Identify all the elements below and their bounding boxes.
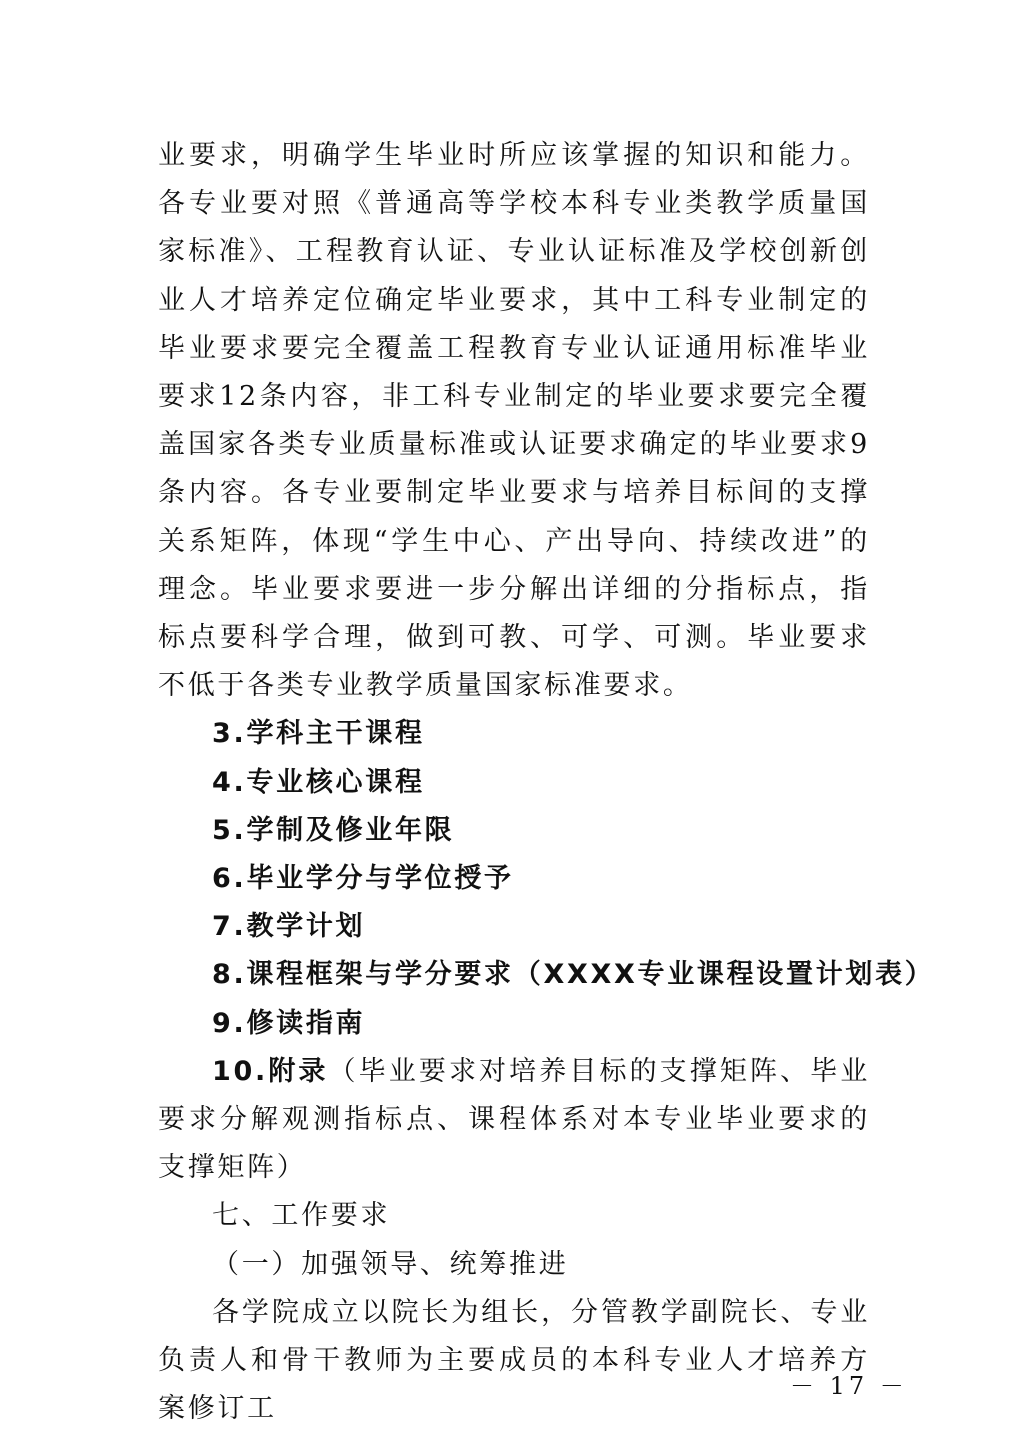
item-study-duration: 5.学制及修业年限	[212, 814, 455, 846]
section-heading: 七、工作要求	[212, 1200, 391, 1232]
item-core-courses: 4.专业核心课程	[212, 766, 425, 798]
appendix-label: 10.附录	[212, 1055, 329, 1087]
item-credits-degree: 6.毕业学分与学位授予	[212, 863, 514, 895]
page-number: － 17 －	[790, 1372, 908, 1400]
continuation-paragraph: 业要求，明确学生毕业时所应该掌握的知识和能力。各专业要对照《普通高等学校本科专业类教学质量国家标准》、工程教育认证、专业认证标准及学校创新创业人才培养定位确定毕业要求，其中工科专业制定的毕业要求要完全覆盖工程教育专业认证通用标准毕业要求12条内容，非工科专业制定的毕业要求要完全覆盖国家各类专业质量标准或认证要求确定的毕业要求9条内容。各专业要制定毕业要求与培养目标间的支撑关系矩阵，体现“学生中心、产出导向、持续改进”的理念。毕业要求要进一步分解出详细的分指标点，指标点要科学合理，做到可教、可学、可测。毕业要求不低于各类专业教学质量国家标准要求。	[158, 140, 870, 702]
closing-paragraph: 各学院成立以院长为组长，分管教学副院长、专业负责人和骨干教师为主要成员的本科专业人才培养方案修订工	[158, 1296, 870, 1425]
sub-heading: （一）加强领导、统筹推进	[212, 1248, 569, 1280]
item-study-guide: 9.修读指南	[212, 1007, 366, 1039]
item-teaching-plan: 7.教学计划	[212, 911, 366, 943]
appendix-text: （毕业要求对培养目标的支撑矩阵、毕业要求分解观测指标点、课程体系对本专业毕业要求的支撑矩阵）	[158, 1055, 870, 1184]
item-course-framework: 8.课程框架与学分要求（XXXX专业课程设置计划表）	[212, 959, 935, 991]
appendix-paragraph	[158, 1048, 870, 1193]
page-body	[158, 132, 935, 1433]
item-main-courses: 3.学科主干课程	[212, 718, 425, 750]
